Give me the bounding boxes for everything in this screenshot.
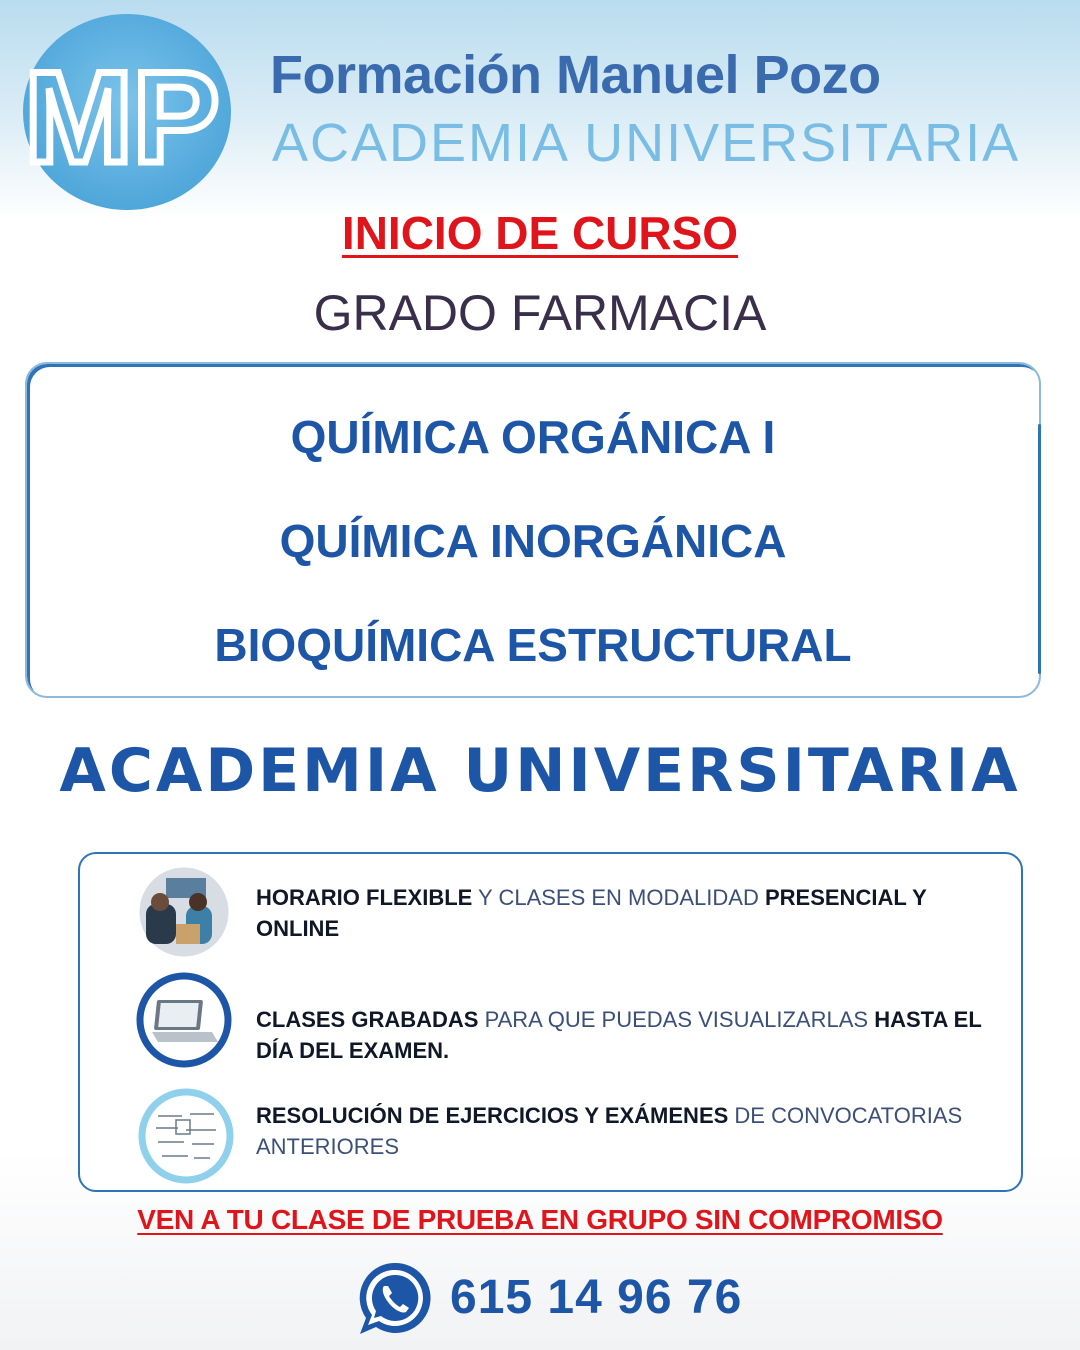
subjects-panel (25, 362, 1041, 698)
laptop-icon (136, 972, 232, 1068)
classroom-photo-icon (136, 864, 232, 960)
subject-bioquimica-estructural: BIOQUÍMICA ESTRUCTURAL (214, 619, 852, 671)
header (0, 0, 1080, 215)
feature-exercises-resolution: RESOLUCIÓN DE EJERCICIOS Y EXÁMENES DE CONVOCATORIAS ANTERIORES (256, 1103, 963, 1159)
exercises-icon (138, 1088, 234, 1184)
brand-name: Formación Manuel Pozo (270, 45, 881, 105)
features-panel (78, 852, 1023, 1192)
whatsapp-icon (354, 1258, 434, 1338)
academia-heading: ACADEMIA UNIVERSITARIA (59, 736, 1021, 806)
trial-class-cta: VEN A TU CLASE DE PRUEBA EN GRUPO SIN COMPROMISO (137, 1204, 943, 1235)
mp-logo-icon (22, 12, 232, 212)
feature-flexible-schedule: HORARIO FLEXIBLE Y CLASES EN MODALIDAD PRESENCIAL Y ONLINE (256, 885, 927, 941)
svg-text:MP: MP (24, 44, 220, 190)
subject-quimica-organica: QUÍMICA ORGÁNICA I (290, 411, 776, 463)
degree-subtitle: GRADO FARMACIA (313, 285, 767, 341)
course-start-title: INICIO DE CURSO (341, 207, 739, 259)
feature-recorded-classes: CLASES GRABADAS PARA QUE PUEDAS VISUALIZARLAS HASTA EL DÍA DEL EXAMEN. (256, 1007, 982, 1063)
phone-number[interactable]: 615 14 96 76 (450, 1271, 743, 1324)
subject-quimica-inorganica: QUÍMICA INORGÁNICA (279, 515, 787, 567)
brand-subtitle: ACADEMIA UNIVERSITARIA (272, 113, 1021, 173)
